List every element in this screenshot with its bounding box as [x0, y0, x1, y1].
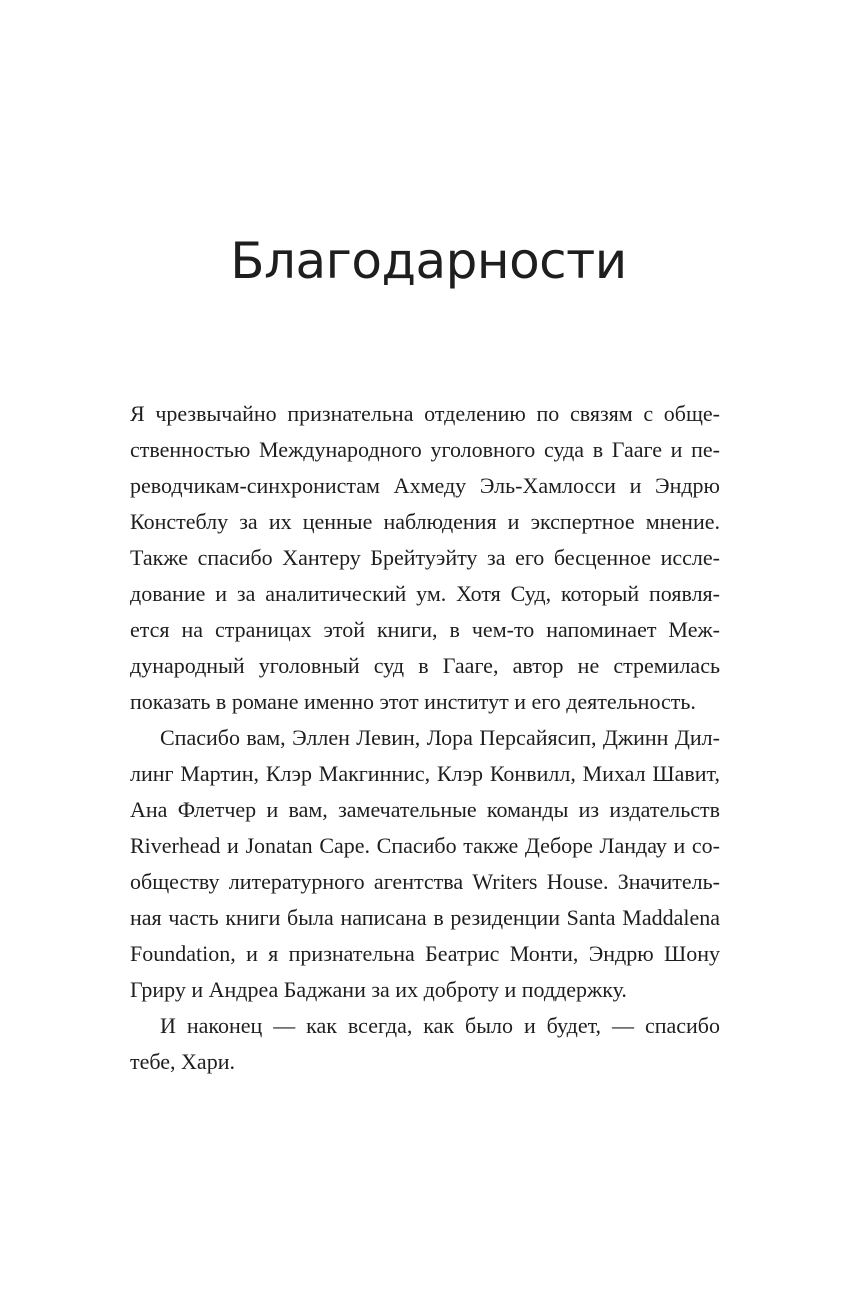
text-line: дование и за аналитический ум. Хотя Суд, который появля-	[130, 581, 720, 606]
text-line: тебе, Хари.	[130, 1049, 235, 1074]
text-line: реводчикам-синхронистам Ахмеду Эль-Хамлосси и Эндрю	[130, 473, 720, 498]
text-line: ная часть книги была написана в резиденции Santa Maddalena	[130, 905, 720, 930]
text-line: ственностью Международного уголовного суда в Гааге и пе-	[130, 437, 720, 462]
text-line: линг Мартин, Клэр Макгиннис, Клэр Конвилл, Михал Шавит,	[130, 761, 720, 786]
paragraph-1	[130, 396, 720, 720]
text-line: показать в романе именно этот институт и его деятельность.	[130, 689, 696, 714]
text-line: Спасибо вам, Эллен Левин, Лора Персайясип, Джинн Дил-	[160, 725, 720, 750]
text-line: Foundation, и я признательна Беатрис Монти, Эндрю Шону	[130, 941, 720, 966]
text-line: Также спасибо Хантеру Брейтуэйту за его бесценное иссле-	[130, 545, 720, 570]
text-line: Я чрезвычайно признательна отделению по связям с обще-	[130, 401, 720, 426]
text-line: Ана Флетчер и вам, замечательные команды из издательств	[130, 797, 720, 822]
text-line: дународный уголовный суд в Гааге, автор не стремилась	[130, 653, 720, 678]
chapter-title: Благодарности	[230, 232, 627, 290]
text-line: Riverhead и Jonatan Cape. Спасибо также Деборе Ландау и со-	[130, 833, 720, 858]
text-line: Констеблу за их ценные наблюдения и экспертное мнение.	[130, 509, 720, 534]
text-line: ется на страницах этой книги, в чем-то напоминает Меж-	[130, 617, 720, 642]
text-line: обществу литературного агентства Writers House. Значитель-	[130, 869, 720, 894]
paragraph-3	[130, 1008, 720, 1080]
paragraph-2	[130, 720, 720, 1008]
text-line: И наконец — как всегда, как было и будет, — спасибо	[160, 1013, 720, 1038]
text-line: Гриру и Андреа Баджани за их доброту и поддержку.	[130, 977, 627, 1002]
acknowledgments-text	[130, 396, 720, 1080]
